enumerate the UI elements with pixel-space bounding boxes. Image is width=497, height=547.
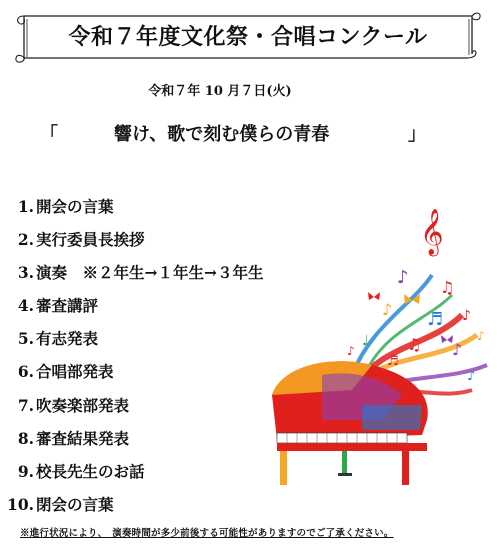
theme-slogan: [40, 120, 440, 148]
program-item-number: 3.: [17, 263, 34, 283]
svg-text:♪: ♪: [462, 308, 471, 324]
svg-text:𝄞: 𝄞: [420, 209, 444, 255]
program-item-number: 1.: [17, 197, 34, 216]
theme-open-bracket: 「: [40, 124, 58, 145]
svg-text:♪: ♪: [397, 267, 409, 288]
program-item-number: 10.: [7, 494, 34, 514]
program-item-number: 2.: [17, 230, 34, 250]
grand-piano: [272, 361, 428, 485]
svg-text:♪: ♪: [467, 369, 476, 384]
footnote: ※進行状況により、 演奏時間が多少前後する可能性がありますのでご了承ください。: [20, 528, 394, 539]
colorful-piano-with-music-notes-icon: [262, 205, 497, 490]
title-banner: [14, 10, 482, 64]
svg-text:♫: ♫: [407, 335, 422, 354]
program-item-number: 7.: [17, 395, 34, 415]
program-item-text: 閉会の言葉: [36, 494, 114, 514]
program-item-number: 8.: [17, 428, 34, 448]
program-item: [4, 491, 334, 524]
svg-text:♬: ♬: [427, 309, 444, 330]
program-item-text: 合唱部発表: [36, 362, 114, 382]
svg-text:♪: ♪: [452, 340, 463, 359]
program-item-text: 審査講評: [36, 296, 99, 316]
program-item-number: 4.: [17, 296, 34, 316]
svg-text:♪: ♪: [382, 300, 393, 319]
theme-close-bracket: 」: [408, 124, 426, 145]
program-item-text: 実行委員長挨拶: [36, 230, 145, 250]
program-item-text: 吹奏楽部発表: [36, 395, 130, 415]
program-item-number: 9.: [17, 461, 34, 481]
page-title: 令和７年度文化祭・合唱コンクール: [68, 24, 428, 50]
svg-text:♫: ♫: [440, 278, 455, 297]
program-item-number: 6.: [17, 362, 34, 382]
program-item-text: 校長先生のお話: [36, 461, 145, 481]
svg-text:♬: ♬: [387, 354, 399, 369]
program-item-number: 5.: [17, 329, 34, 349]
svg-text:♩: ♩: [362, 333, 369, 349]
svg-text:♪: ♪: [477, 329, 485, 343]
event-date: 令和７年 10 月７日(火): [148, 84, 292, 99]
program-item-text: 開会の言葉: [36, 197, 114, 216]
program-item-text: 審査結果発表: [36, 428, 130, 448]
program-item-text: 有志発表: [36, 329, 99, 349]
svg-text:♪: ♪: [347, 344, 355, 358]
program-item-text: 演奏 ※２年生→１年生→３年生: [36, 263, 264, 283]
theme-text: 響け、歌で刻む僕らの青春: [114, 124, 330, 145]
